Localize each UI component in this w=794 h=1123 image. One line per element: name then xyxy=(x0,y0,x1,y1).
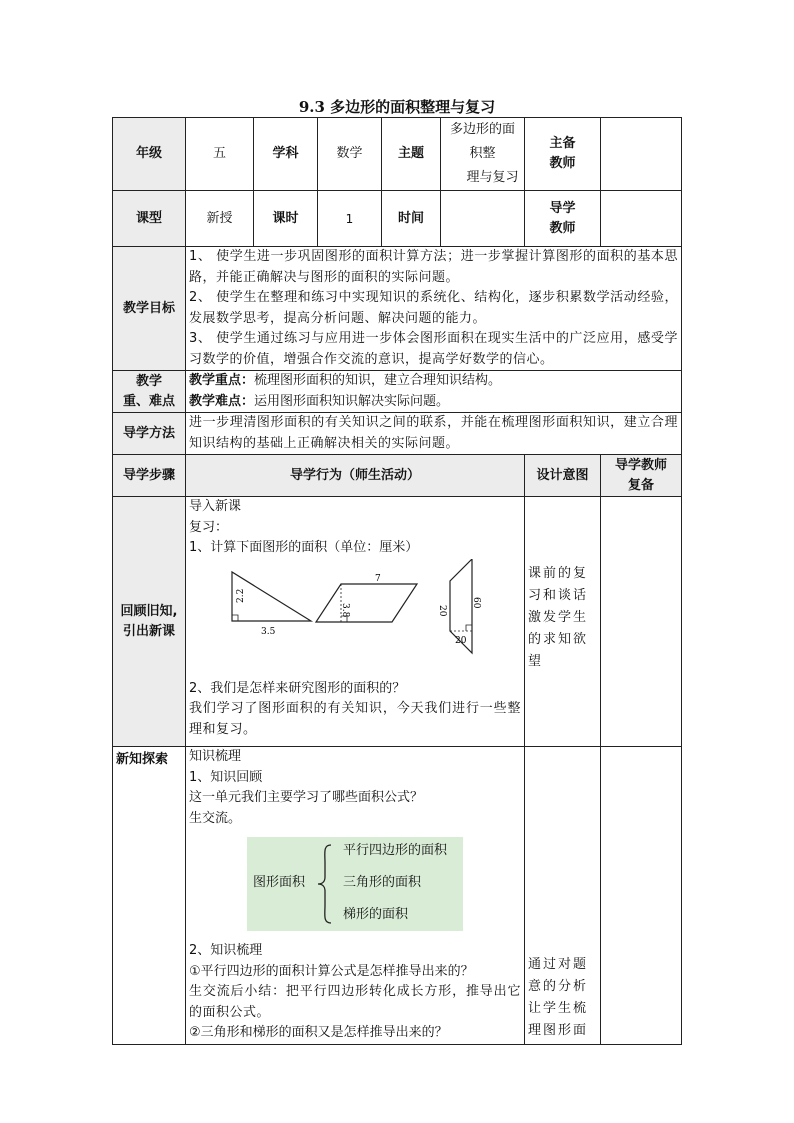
explore-intent: 通过对题意的分析让学生梳理图形面 xyxy=(525,747,601,1045)
objectives-label: 教学目标 xyxy=(113,247,186,371)
period-label: 课时 xyxy=(254,191,318,247)
objectives-content xyxy=(186,247,682,371)
subject-value: 数学 xyxy=(318,118,382,191)
review-row xyxy=(113,497,682,747)
formula-summary-box xyxy=(247,837,463,931)
objective-item: 1、 使学生进一步巩固图形的面积计算方法；进一步掌握计算图形的面积的基本思路，并能正确解决与图形的面积的实际问题。 xyxy=(189,249,679,285)
lesson-plan-table xyxy=(112,117,682,1045)
shape-figures xyxy=(189,559,521,679)
method-label: 导学方法 xyxy=(113,413,186,455)
type-label: 课型 xyxy=(113,191,186,247)
focus-line: 教学重点：梳理图形面积的知识，建立合理知识结构。 xyxy=(189,373,502,388)
steps-header-row xyxy=(113,455,682,497)
method-content: 进一步理清图形面积的有关知识之间的联系，并能在梳理图形面积知识，建立合理知识结构的基础上正确解决相关的实际问题。 xyxy=(186,413,682,455)
keypoints-content xyxy=(186,371,682,413)
formula-item: 平行四边形的面积 xyxy=(343,843,448,858)
topic-value xyxy=(441,118,525,191)
teacher-label: 主备 教师 xyxy=(525,118,601,191)
teacher-value xyxy=(601,118,682,191)
type-value: 新授 xyxy=(186,191,254,247)
steps-header-step: 导学步骤 xyxy=(113,455,186,497)
review-content: 导入新课 复习： 1、计算下面图形的面积（单位：厘米） 2.2 3.5 7 3.8 20 60 20 2、我们是怎样来研究图形的面积的？ 我们学习了图形面积的有关知识，今天我们进行一些整理和复习。 xyxy=(186,497,525,747)
subject-label: 学科 xyxy=(254,118,318,191)
topic-label: 主题 xyxy=(382,118,441,191)
shapes-svg xyxy=(189,559,519,679)
guide-teacher-value xyxy=(601,191,682,247)
explore-content: 知识梳理 1、知识回顾 这一单元我们主要学习了哪些面积公式？ 生交流。 图形面积 平行四边形的面积 三角形的面积 梯形的面积 2、知识梳理 ①平行四边形的面积计算公式是怎样推导出来的？ 生交流后小结：把平行四边形转化成长方形，推导出它的面积公式。 ②三角形和梯形的面积又是怎样推导出来的？ xyxy=(186,747,525,1045)
right-angle-mark xyxy=(232,615,238,621)
info-row-2 xyxy=(113,191,682,247)
period-value: 1 xyxy=(318,191,382,247)
trapezoid-left-label: 20 xyxy=(437,604,447,616)
method-row xyxy=(113,413,682,455)
parallelogram-height-label: 3.8 xyxy=(340,602,350,617)
objectives-row xyxy=(113,247,682,371)
difficulty-line: 教学难点：运用图形面积知识解决实际问题。 xyxy=(189,393,450,409)
parallelogram-shape xyxy=(316,584,417,622)
topic-line-2: 理与复习 xyxy=(466,170,519,185)
page-title: 9.3 多边形的面积整理与复习 xyxy=(298,98,496,116)
info-row-1 xyxy=(113,118,682,191)
explore-row xyxy=(113,747,682,1045)
grade-label: 年级 xyxy=(113,118,186,191)
explore-label: 新知探索 xyxy=(113,747,186,1045)
guide-teacher-label: 导学 教师 xyxy=(525,191,601,247)
explore-prep xyxy=(601,747,682,1045)
steps-header-activity: 导学行为（师生活动） xyxy=(186,455,525,497)
topic-line-1: 多边形的面积整 xyxy=(449,122,515,161)
objective-item: 3、 使学生通过练习与应用进一步体会图形面积在现实生活中的广泛应用，感受学习数学的价值，增强合作交流的意识，提高学好数学的信心。 xyxy=(189,331,679,367)
steps-header-intent: 设计意图 xyxy=(525,455,601,497)
formula-item: 梯形的面积 xyxy=(343,907,409,922)
triangle-base-label: 3.5 xyxy=(261,626,276,637)
time-label: 时间 xyxy=(382,191,441,247)
trapezoid-right-label: 60 xyxy=(471,596,481,608)
steps-header-prep: 导学教师 复备 xyxy=(601,455,682,497)
trapezoid-bottom-label: 20 xyxy=(455,635,467,646)
keypoints-label: 教学 重、难点 xyxy=(113,371,186,413)
review-label: 回顾旧知, 引出新课 xyxy=(113,497,186,747)
time-value xyxy=(441,191,525,247)
brace-icon xyxy=(315,843,335,925)
triangle-height-label: 2.2 xyxy=(236,588,246,603)
review-intent: 课前的复习和谈话激发学生的求知欲望 xyxy=(525,497,601,747)
grade-value: 五 xyxy=(186,118,254,191)
formula-label: 图形面积 xyxy=(253,875,306,890)
objective-item: 2、 使学生在整理和练习中实现知识的系统化、结构化，逐步积累数学活动经验，发展数学思考，提高分析问题、解决问题的能力。 xyxy=(189,290,679,326)
formula-item: 三角形的面积 xyxy=(343,875,422,890)
right-angle-mark xyxy=(466,625,472,631)
keypoints-row xyxy=(113,371,682,413)
parallelogram-top-label: 7 xyxy=(375,573,381,584)
review-prep xyxy=(601,497,682,747)
